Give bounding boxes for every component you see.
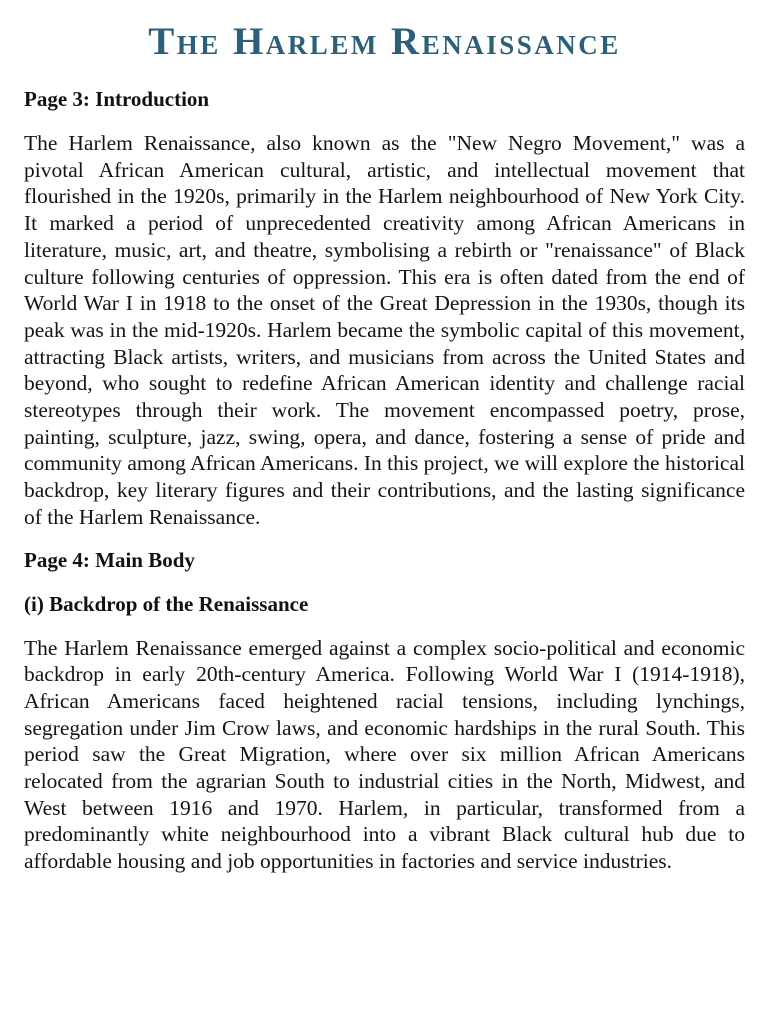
introduction-paragraph: The Harlem Renaissance, also known as the "New Negro Movement," was a pivotal African American cultural, artistic, and intellectual movement that flourished in the 1920s, primarily in the Harlem neighbourhood of New York City. It marked a period of unprecedented creativity among African Americans in literature, music, art, and theatre, symbolising a rebirth or "renaissance" of Black culture following centuries of oppression. This era is often dated from the end of World War I in 1918 to the onset of the Great Depression in the 1930s, though its peak was in the mid-1920s. Harlem became the symbolic capital of this movement, attracting Black artists, writers, and musicians from across the United States and beyond, who sought to redefine African American identity and challenge racial stereotypes through their work. The movement encompassed poetry, prose, painting, sculpture, jazz, swing, opera, and dance, fostering a sense of pride and community among African Americans. In this project, we will explore the historical backdrop, key literary figures and their contributions, and the lasting significance of the Harlem Renaissance. (24, 131, 745, 529)
section-heading-main-body: Page 4: Main Body (24, 547, 195, 572)
backdrop-paragraph: The Harlem Renaissance emerged against a complex socio-political and economic backdrop in early 20th-century America. Following World War I (1914-1918), African Americans faced heightened racial tensions, including lynchings, segregation under Jim Crow laws, and economic hardships in the rural South. This period saw the Great Migration, where over six million African Americans relocated from the agrarian South to industrial cities in the North, Midwest, and West between 1916 and 1970. Harlem, in particular, transformed from a predominantly white neighbourhood into a vibrant Black cultural hub due to affordable housing and job opportunities in factories and service industries. (24, 635, 745, 874)
section-heading-introduction: Page 3: Introduction (24, 87, 210, 111)
document-title: The Harlem Renaissance (148, 20, 621, 63)
subsection-heading-backdrop: (i) Backdrop of the Renaissance (24, 591, 309, 616)
